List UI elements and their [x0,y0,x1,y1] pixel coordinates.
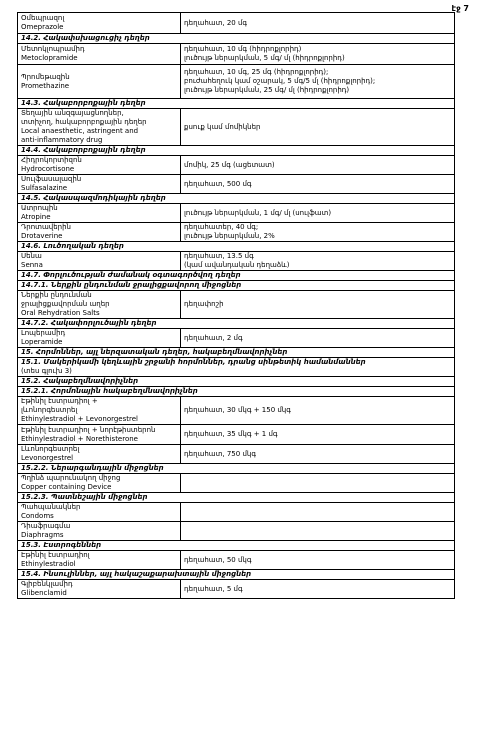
section-title: 15.2.3. Պատնեշային միջոցներ [21,493,148,501]
drug-name-line: Sulfasalazine [21,184,68,192]
drug-name-cell [18,522,181,541]
drug-name-line: Օմեպրազոլ [21,14,65,22]
dosage-form-cell [181,474,455,493]
drug-name-line: լևոնորգեստրել [21,406,78,414]
drug-name-cell [18,252,181,271]
dosage-form-line: լուծույթ ներարկման, 25 մգ/ մլ (հիդրոքլորիդ) [184,86,350,94]
section-title: 15.2.2. Ներարգանդային միջոցներ [21,464,164,472]
drug-name-line: Ատրոպին [21,204,58,212]
drug-name-line: anti-inflammatory drug [21,136,103,144]
drug-name-cell [18,175,181,194]
drug-name-line: Atropine [21,213,51,221]
section-heading [18,34,455,44]
dosage-form-cell [181,175,455,194]
table-row [18,474,455,493]
dosage-form-line: քսուք կամ մոմիկներ [184,122,261,131]
section-title: 15.2.1. Հորմոնային հակաբեղմնավորիչներ [21,387,198,395]
table-row [18,204,455,223]
section-title: 15.1. Մակերիկամի կեղևային շրջանի հորմոններ, դրանց սինթետիկ համանմաններ [21,358,366,366]
drug-name-line: Metoclopramide [21,54,78,62]
drug-name-line: Էթինիլ էստրադիոլ [21,551,90,559]
drug-name-line: Դիաֆրագմա [21,522,71,530]
section-row [18,387,455,397]
drug-name-line: Diaphragms [21,531,64,539]
section-title: 14.7.1. Ներքին ընդունման ջրալիցքավորող միջոցներ [21,281,242,289]
section-row [18,377,455,387]
table-row [18,223,455,242]
section-heading [18,387,455,397]
section-heading [18,348,455,358]
dosage-form-line: դեղափոշի [184,300,224,308]
table-row [18,44,455,65]
table-row [18,329,455,348]
section-heading [18,377,455,387]
drug-name-line: Oral Rehydration Salts [21,309,100,317]
drug-name-cell [18,329,181,348]
dosage-form-cell [181,44,455,65]
drug-name-line: Ethinylestradiol + Levonorgestrel [21,415,138,423]
dosage-form-cell [181,329,455,348]
dosage-form-line: դեղահատ, 500 մգ [184,179,252,188]
section-title: 15.2. Հակաբեղմնավորիչներ [21,377,139,385]
section-row [18,146,455,156]
drug-name-cell [18,65,181,99]
section-heading [18,570,455,580]
dosage-form-line: (կամ ավանդական դեղաձև) [184,261,290,269]
dosage-form-cell [181,425,455,445]
dosage-form-line: դեղահատեր, 40 մգ; [184,223,259,231]
drug-name-cell [18,580,181,599]
drug-name-line: Ներքին ընդունման [21,291,92,299]
dosage-form-line: դեղահատ, 30 մկգ + 150 մկգ [184,406,291,414]
dosage-form-cell [181,65,455,99]
dosage-form-line: բուժահեղուկ կամ օշարակ, 5 մգ/5 մլ (հիդրոքլորիդ); [184,77,376,85]
drug-name-cell [18,13,181,34]
drug-name-line: Levonorgestrel [21,454,74,462]
drug-name-line: Senna [21,261,43,269]
dosage-form-line: լուծույթ ներարկման, 1 մգ/ մլ (սուլֆատ) [184,208,332,217]
drug-name-line: Մետոկլոպրամիդ [21,45,85,53]
drug-name-line: Ethinylestradiol + Norethisterone [21,434,138,443]
drug-name-cell [18,44,181,65]
section-heading [18,281,455,291]
section-row [18,541,455,551]
dosage-form-cell [181,445,455,464]
dosage-form-cell [181,109,455,146]
table-row [18,65,455,99]
table-row [18,445,455,464]
dosage-form-line: դեղահատ, 10 մգ, 25 մգ (հիդրոքլորիդ); [184,68,329,76]
section-row [18,242,455,252]
table-row [18,551,455,570]
section-heading [18,242,455,252]
dosage-form-cell [181,13,455,34]
drug-name-line: Condoms [21,512,54,520]
drug-name-line: Պահպանակներ [21,503,81,511]
section-heading [18,358,455,377]
drug-name-line: Սենա [21,252,42,260]
section-row [18,194,455,204]
section-row [18,271,455,281]
drug-name-cell [18,445,181,464]
section-row [18,319,455,329]
section-heading [18,194,455,204]
section-row [18,493,455,503]
section-heading [18,146,455,156]
drug-name-line: Omeprazole [21,23,64,31]
drug-name-line: Hydrocortisone [21,165,75,173]
drug-name-cell [18,503,181,522]
section-title: 14.4. Հակաբորբոքային դեղեր [21,146,146,154]
dosage-form-line: մոմիկ, 25 մգ (ացետատ) [184,160,275,169]
section-row [18,34,455,44]
drug-name-line: Լոպերամիդ [21,329,66,337]
table-row [18,156,455,175]
table-row [18,397,455,425]
table-row [18,425,455,445]
section-title: 14.6. Լուծողական դեղեր [21,242,124,250]
dosage-form-cell [181,522,455,541]
drug-name-line: Լևոնորգեստրել [21,445,80,453]
drug-name-cell [18,474,181,493]
drug-name-cell [18,156,181,175]
section-title: 15.3. Էստրոգեններ [21,541,102,549]
drug-name-cell [18,291,181,319]
dosage-form-line: դեղահատ, 35 մկգ + 1 մգ [184,430,278,438]
section-heading [18,464,455,474]
section-heading [18,319,455,329]
section-row [18,358,455,377]
table-row [18,522,455,541]
drug-name-line: Promethazine [21,81,70,90]
section-title: 14.3. Հակաբորբոքային դեղեր [21,99,146,107]
dosage-form-cell [181,204,455,223]
table-row [18,580,455,599]
drug-name-line: Տեղային անզգայացնողներ, [21,109,124,117]
dosage-form-line: դեղահատ, 5 մգ [184,584,243,593]
drug-name-line: Հիդրոկորտիզոն [21,156,82,164]
table-row [18,175,455,194]
dosage-form-cell [181,551,455,570]
section-row [18,281,455,291]
section-title: 15.4. Ինսուլիններ, այլ հակաշաքարախտային միջոցներ [21,570,252,578]
drug-name-cell [18,109,181,146]
section-title: 15. Հորմոններ, այլ ներզատական դեղեր, հակաբեղմնավորիչներ [21,348,288,356]
table-row [18,109,455,146]
dosage-form-line: դեղահատ, 20 մգ [184,18,248,27]
drug-name-line: Copper containing Device [21,483,112,491]
drug-name-line: Էթինիլ էստրադիոլ + նորէթիստերոն [21,425,156,434]
table-row [18,503,455,522]
dosage-form-line: լուծույթ ներարկման, 5 մգ/ մլ (հիդրոքլորիդ) [184,54,345,62]
drug-name-cell [18,551,181,570]
dosage-form-cell [181,252,455,271]
drug-name-line: Ethinylestradiol [21,560,76,568]
drug-name-cell [18,397,181,425]
drug-name-line: ջրալիցքավորման աղեր [21,300,110,308]
drug-name-line: Glibenclamid [21,589,67,597]
drug-name-line: Էթինիլ էստրադիոլ + [21,397,98,405]
section-heading [18,99,455,109]
drug-name-line: Loperamide [21,338,63,346]
section-heading [18,493,455,503]
table-row [18,13,455,34]
dosage-form-cell [181,580,455,599]
table-row [18,291,455,319]
drug-name-line: Պղինձ պարունակող միջոց [21,474,121,482]
dosage-form-cell [181,156,455,175]
dosage-form-line: դեղահատ, 50 մկգ [184,555,252,564]
dosage-form-cell [181,291,455,319]
dosage-form-line: դեղահատ, 10 մգ (հիդրոքլորիդ) [184,45,302,53]
drug-name-line: տտիչող, հակաբորբոքային դեղեր [21,118,147,126]
section-heading [18,271,455,281]
drug-name-line: Գլիբենկլամիդ [21,580,73,588]
section-row [18,570,455,580]
drug-name-line: Պրոմեթազին [21,72,70,81]
drug-name-line: Local anaesthetic, astringent and [21,127,139,135]
drug-name-line: Սուլֆասալազին [21,175,82,183]
drug-name-line: Drotaverine [21,232,63,240]
drug-name-cell [18,425,181,445]
drug-list-table [17,12,455,599]
section-subnote: (տես գլուխ 3) [21,367,72,375]
section-row [18,99,455,109]
section-heading [18,541,455,551]
section-title: 14.7. Փորլուծության ժամանակ օգտագործվող դեղեր [21,271,241,279]
dosage-form-cell [181,397,455,425]
drug-name-cell [18,223,181,242]
page-number: էջ 7 [451,4,469,13]
section-row [18,464,455,474]
dosage-form-line: դեղահատ, 2 մգ [184,333,243,342]
dosage-form-line: դեղահատ, 750 մկգ [184,449,256,458]
drug-name-cell [18,204,181,223]
section-title: 14.5. Հակասպազմոդիկային դեղեր [21,194,166,202]
dosage-form-cell [181,223,455,242]
table-row [18,252,455,271]
section-row [18,348,455,358]
dosage-form-cell [181,503,455,522]
section-title: 14.7.2. Հակափորլուծային դեղեր [21,319,157,327]
drug-name-line: Դրոտավերին [21,223,71,231]
section-title: 14.2. Հակափսխացուցիչ դեղեր [21,34,150,42]
dosage-form-line: լուծույթ ներարկման, 2% [184,232,275,240]
dosage-form-line: դեղահատ, 13.5 մգ [184,252,254,260]
